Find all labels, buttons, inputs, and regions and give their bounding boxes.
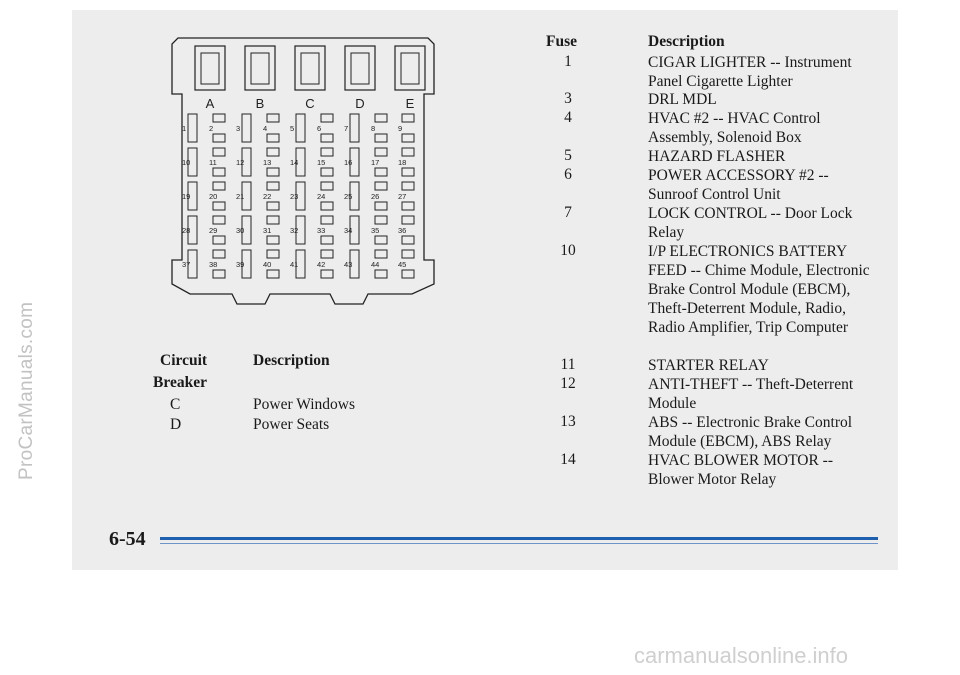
fuse-description: I/P ELECTRONICS BATTERY FEED -- Chime Module, Electronic Brake Control Module (EBCM), Theft-Deterrent Module, Radio, Radio Amplifier, Trip Computer xyxy=(648,243,870,336)
fuse-number-label: 3 xyxy=(236,124,241,133)
cb-description: Power Seats xyxy=(253,416,330,433)
fuse-number-label: 13 xyxy=(263,158,272,167)
fuse-description: ANTI-THEFT -- Theft-Deterrent Module xyxy=(648,376,854,412)
fuse-slots xyxy=(182,114,414,278)
fuse-slot-top xyxy=(267,216,279,224)
fuse-description: HAZARD FLASHER xyxy=(648,148,786,165)
fuse-slot-bottom xyxy=(402,270,414,278)
fuse-slot-top xyxy=(375,250,387,258)
relay-label: C xyxy=(305,96,315,111)
fuse-number-label: 18 xyxy=(398,158,407,167)
fuse-slot-top xyxy=(402,182,414,190)
fuse-slot-bottom xyxy=(321,236,333,244)
fuse-slot-bottom xyxy=(321,134,333,142)
fuse-slot-top xyxy=(402,114,414,122)
fuse-slot-top xyxy=(213,250,225,258)
fuse-number-label: 15 xyxy=(317,158,326,167)
fuse-header-fuse: Fuse xyxy=(546,33,577,50)
fuse-slot xyxy=(350,114,359,142)
fuse-header-description: Description xyxy=(648,33,725,50)
fuse-number-label: 41 xyxy=(290,260,299,269)
fuse-slot-top xyxy=(402,250,414,258)
fuse-number-label: 33 xyxy=(317,226,326,235)
fuse-number-label: 29 xyxy=(209,226,218,235)
fuse-number-label: 23 xyxy=(290,192,299,201)
fuse-slot-bottom xyxy=(402,134,414,142)
fuse-number-label: 40 xyxy=(263,260,272,269)
fuse-slot-top xyxy=(321,114,333,122)
fuse-number-label: 17 xyxy=(371,158,380,167)
fuse-slot-bottom xyxy=(267,270,279,278)
cb-header-circuit: Circuit xyxy=(160,352,208,369)
fuse-description: LOCK CONTROL -- Door Lock Relay xyxy=(648,205,853,241)
fuse-slot-top xyxy=(267,148,279,156)
fuse-number: 1 xyxy=(564,53,572,70)
relay-slot-inner xyxy=(301,53,319,84)
fuse-description: CIGAR LIGHTER -- Instrument Panel Cigarette Lighter xyxy=(648,54,852,90)
fuse-number-label: 31 xyxy=(263,226,272,235)
fuse-slot-top xyxy=(375,114,387,122)
fuse-description: ABS -- Electronic Brake Control Module (EBCM), ABS Relay xyxy=(648,414,853,450)
fuse-number-label: 27 xyxy=(398,192,407,201)
relay-slot-inner xyxy=(351,53,369,84)
fuse-slot-bottom xyxy=(375,168,387,176)
fuse-number-label: 4 xyxy=(263,124,268,133)
fuse-description: POWER ACCESSORY #2 -- Sunroof Control Unit xyxy=(648,167,829,203)
fuse-number-label: 19 xyxy=(182,192,191,201)
fuse-number: 6 xyxy=(564,166,572,183)
footer-rule-thin xyxy=(160,543,878,544)
fuse-slot-bottom xyxy=(375,202,387,210)
cb-code: C xyxy=(170,396,181,413)
fuse-number-label: 32 xyxy=(290,226,299,235)
fuse-slot-bottom xyxy=(267,236,279,244)
fuse-number: 7 xyxy=(564,204,572,221)
fuse-slot-bottom xyxy=(321,270,333,278)
fuse-slot-bottom xyxy=(321,168,333,176)
fuse-slot-bottom xyxy=(375,134,387,142)
fuse-number-label: 35 xyxy=(371,226,380,235)
table-row xyxy=(150,396,410,416)
fuse-number-label: 10 xyxy=(182,158,191,167)
fuse-number: 10 xyxy=(560,242,576,259)
fuse-slot-bottom xyxy=(213,134,225,142)
fuse-number-label: 34 xyxy=(344,226,353,235)
fuse-slot-bottom xyxy=(375,270,387,278)
fuse-slot-top xyxy=(213,182,225,190)
fuse-number-label: 8 xyxy=(371,124,376,133)
relay-slot-inner xyxy=(201,53,219,84)
cb-description: Power Windows xyxy=(253,396,355,413)
fuse-number-label: 14 xyxy=(290,158,299,167)
fuse-slot-bottom xyxy=(213,270,225,278)
fuse-slot-top xyxy=(213,114,225,122)
fuse-slot-top xyxy=(321,250,333,258)
relay-labels xyxy=(206,96,415,111)
fuse-block-svg xyxy=(160,32,446,322)
relay-slot-inner xyxy=(251,53,269,84)
relay-slots xyxy=(195,46,425,90)
fuse-slot-top xyxy=(375,182,387,190)
fuse-number-label: 22 xyxy=(263,192,272,201)
fuse-number-label: 20 xyxy=(209,192,218,201)
fuse-number-label: 44 xyxy=(371,260,380,269)
fuse-slot-top xyxy=(402,216,414,224)
side-watermark: ProCarManuals.com xyxy=(16,301,37,480)
fuse-slot-bottom xyxy=(402,202,414,210)
fuse-slot-top xyxy=(375,216,387,224)
fuse-slot xyxy=(188,114,197,142)
fuse-number-label: 25 xyxy=(344,192,353,201)
fuse-number-label: 39 xyxy=(236,260,245,269)
fuse-number-label: 16 xyxy=(344,158,353,167)
fuse-slot-top xyxy=(402,148,414,156)
fuse-number: 13 xyxy=(560,413,576,430)
relay-slot-inner xyxy=(401,53,419,84)
fuse-description: HVAC BLOWER MOTOR -- Blower Motor Relay xyxy=(648,452,834,488)
fuse-number-label: 2 xyxy=(209,124,214,133)
table-row xyxy=(150,416,410,436)
cb-header-breaker: Breaker xyxy=(153,374,207,391)
fuse-slot-top xyxy=(321,182,333,190)
fuse-number-label: 5 xyxy=(290,124,295,133)
fuse-number-label: 26 xyxy=(371,192,380,201)
page-number: 6-54 xyxy=(109,528,146,550)
fuse-number-label: 12 xyxy=(236,158,245,167)
fuse-number-label: 1 xyxy=(182,124,187,133)
fuse-slot-top xyxy=(321,148,333,156)
fuse-slot-top xyxy=(267,182,279,190)
fuse-slot-top xyxy=(213,216,225,224)
fuse-description: STARTER RELAY xyxy=(648,357,769,374)
fuse-slot-bottom xyxy=(321,202,333,210)
fuse-slot-bottom xyxy=(267,202,279,210)
cb-header-description: Description xyxy=(253,352,330,369)
relay-label: D xyxy=(355,96,365,111)
fuse-slot-bottom xyxy=(375,236,387,244)
bottom-watermark: carmanualsonline.info xyxy=(634,643,849,668)
fuse-number: 11 xyxy=(560,356,576,373)
fuse-slot-top xyxy=(321,216,333,224)
fuse-number-label: 6 xyxy=(317,124,322,133)
relay-label: A xyxy=(205,96,215,111)
fuse-description: HVAC #2 -- HVAC Control Assembly, Solenoid Box xyxy=(648,110,821,146)
fuse-number-label: 28 xyxy=(182,226,191,235)
fuse-number: 14 xyxy=(560,451,576,468)
fuse-number: 4 xyxy=(564,109,572,126)
fuse-slot-top xyxy=(267,250,279,258)
fuse-number-label: 43 xyxy=(344,260,353,269)
fuse-number-label: 36 xyxy=(398,226,407,235)
fuse-slot-bottom xyxy=(213,202,225,210)
fuse-slot-bottom xyxy=(213,236,225,244)
fuse-number: 3 xyxy=(564,90,572,107)
fuse-description: DRL MDL xyxy=(648,91,717,108)
fuse-number-label: 21 xyxy=(236,192,245,201)
fuse-slot-bottom xyxy=(213,168,225,176)
fuse-number-label: 11 xyxy=(209,158,217,167)
fuse-number-label: 37 xyxy=(182,260,191,269)
fuse-number-label: 45 xyxy=(398,260,407,269)
fuse-number-label: 24 xyxy=(317,192,326,201)
fuse-slot xyxy=(242,114,251,142)
fuse-slot-top xyxy=(213,148,225,156)
cb-code: D xyxy=(170,416,182,433)
fuse-number-label: 9 xyxy=(398,124,403,133)
fuse-number-label: 38 xyxy=(209,260,218,269)
fuse-slot xyxy=(296,114,305,142)
fuse-slot-top xyxy=(375,148,387,156)
fuse-number: 12 xyxy=(560,375,576,392)
fuse-block-diagram xyxy=(160,32,446,322)
fuse-slot-bottom xyxy=(267,134,279,142)
fuse-number-label: 30 xyxy=(236,226,245,235)
fuse-slot-bottom xyxy=(402,236,414,244)
relay-label: E xyxy=(405,96,415,111)
fuse-number-label: 42 xyxy=(317,260,326,269)
fuse-number-label: 7 xyxy=(344,124,349,133)
relay-label: B xyxy=(255,96,265,111)
footer-rule xyxy=(160,537,878,540)
fuse-slot-bottom xyxy=(267,168,279,176)
fuse-slot-top xyxy=(267,114,279,122)
fuse-slot-bottom xyxy=(402,168,414,176)
fuse-number: 5 xyxy=(564,147,572,164)
